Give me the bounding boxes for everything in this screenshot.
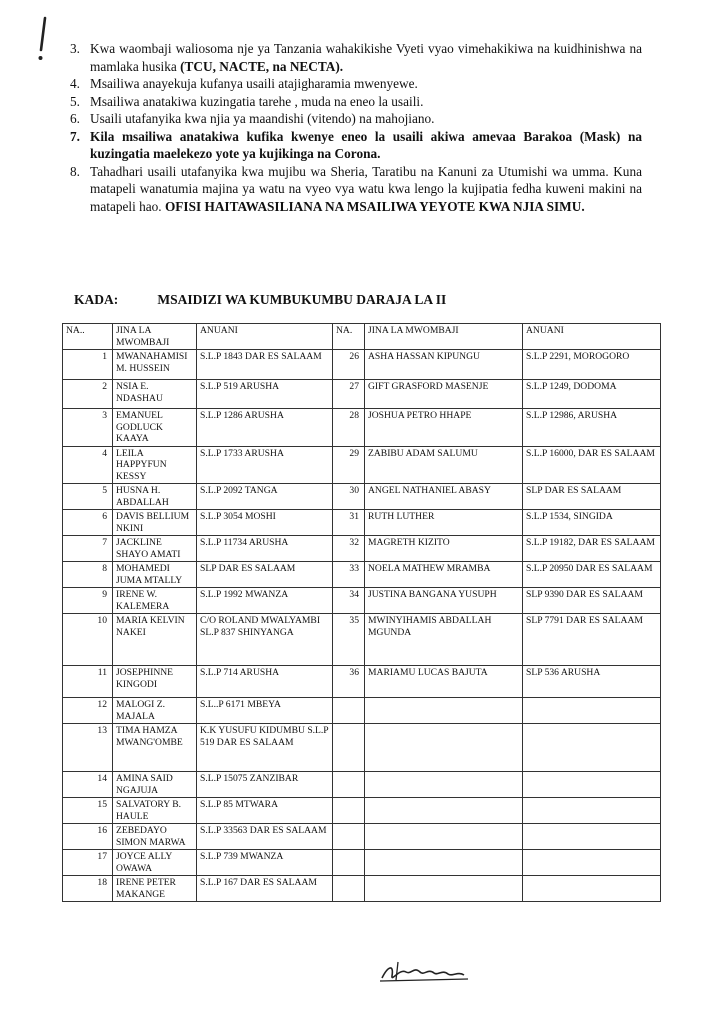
cell-address: S.L.P 3054 MOSHI [197, 510, 333, 536]
cell-address: S.L.P 739 MWANZA [197, 850, 333, 876]
cell-name-2: MARIAMU LUCAS BAJUTA [365, 666, 523, 698]
instruction-item [70, 110, 642, 128]
col-header-name: JINA LA MWOMBAJI [113, 324, 197, 350]
pen-mark [36, 16, 50, 62]
cell-name: ZEBEDAYO SIMON MARWA [113, 824, 197, 850]
col-header-address-2: ANUANI [523, 324, 661, 350]
instruction-number: 3. [70, 41, 80, 56]
cell-number-2: 34 [333, 588, 365, 614]
cell-number-2 [333, 698, 365, 724]
cadre-title: MSAIDIZI WA KUMBUKUMBU DARAJA LA II [157, 292, 447, 307]
instruction-emphasis: (TCU, NACTE, na NECTA). [180, 58, 344, 74]
instruction-text: Msailiwa anatakiwa kuzingatia tarehe , muda na eneo la usaili. [90, 93, 424, 109]
cell-address: S.L.P 1992 MWANZA [197, 588, 333, 614]
instruction-emphasis: OFISI HAITAWASILIANA NA MSAILIWA YEYOTE KWA NJIA SIMU. [164, 198, 585, 214]
table-row [63, 588, 661, 614]
instruction-number: 4. [70, 76, 80, 91]
cell-number: 4 [63, 446, 113, 484]
cell-address: S.L.P 714 ARUSHA [197, 666, 333, 698]
cell-name: JACKLINE SHAYO AMATI [113, 536, 197, 562]
cell-address: S.L.P 33563 DAR ES SALAAM [197, 824, 333, 850]
cell-address-2: S.L.P 12986, ARUSHA [523, 409, 661, 447]
cell-name-2 [365, 798, 523, 824]
cell-address-2: SLP 536 ARUSHA [523, 666, 661, 698]
cell-name-2 [365, 876, 523, 902]
cell-address: S.L.P 85 MTWARA [197, 798, 333, 824]
cell-number-2: 28 [333, 409, 365, 447]
instruction-text: Msailiwa anayekuja kufanya usaili atajigharamia mwenyewe. [90, 76, 418, 91]
cell-name-2: RUTH LUTHER [365, 510, 523, 536]
cell-number-2: 30 [333, 484, 365, 510]
table-row [63, 614, 661, 666]
cell-name-2 [365, 772, 523, 798]
instruction-text: Usaili utafanyika kwa njia ya maandishi (vitendo) na mahojiano. [90, 111, 435, 126]
table-row [63, 350, 661, 380]
instruction-number: 6. [70, 111, 80, 126]
applicants-table [62, 323, 661, 902]
cell-name: LEILA HAPPYFUN KESSY [113, 446, 197, 484]
cell-name-2: MWINYIHAMIS ABDALLAH MGUNDA [365, 614, 523, 666]
cell-name: IRENE W. KALEMERA [113, 588, 197, 614]
cell-name-2: MAGRETH KIZITO [365, 536, 523, 562]
cell-address-2: SLP 9390 DAR ES SALAAM [523, 588, 661, 614]
instruction-item [70, 75, 642, 93]
table-row [63, 666, 661, 698]
cell-address-2: S.L.P 16000, DAR ES SALAAM [523, 446, 661, 484]
cell-number-2 [333, 724, 365, 772]
table-row [63, 510, 661, 536]
cadre-label: KADA: [74, 292, 119, 307]
instruction-item [70, 163, 642, 216]
cell-number-2 [333, 824, 365, 850]
cell-name: MALOGI Z. MAJALA [113, 698, 197, 724]
signature [378, 958, 472, 986]
instruction-item [70, 93, 642, 111]
cell-address-2 [523, 724, 661, 772]
cell-name-2: ZABIBU ADAM SALUMU [365, 446, 523, 484]
cell-number-2: 29 [333, 446, 365, 484]
cell-address-2: S.L.P 1534, SINGIDA [523, 510, 661, 536]
cell-name-2: ASHA HASSAN KIPUNGU [365, 350, 523, 380]
cell-number: 12 [63, 698, 113, 724]
cell-address: S.L.P 519 ARUSHA [197, 380, 333, 409]
cell-number-2 [333, 850, 365, 876]
cell-number-2 [333, 876, 365, 902]
cell-address: C/O ROLAND MWALYAMBI SL.P 837 SHINYANGA [197, 614, 333, 666]
cell-number-2: 26 [333, 350, 365, 380]
cell-number: 9 [63, 588, 113, 614]
cell-name: EMANUEL GODLUCK KAAYA [113, 409, 197, 447]
col-header-number-2: NA. [333, 324, 365, 350]
cell-name: AMINA SAID NGAJUJA [113, 772, 197, 798]
table-row [63, 772, 661, 798]
cell-name: JOYCE ALLY OWAWA [113, 850, 197, 876]
cell-name-2: JUSTINA BANGANA YUSUPH [365, 588, 523, 614]
table-row [63, 724, 661, 772]
cell-address-2 [523, 772, 661, 798]
cell-name-2 [365, 850, 523, 876]
cell-number: 5 [63, 484, 113, 510]
cell-number: 7 [63, 536, 113, 562]
cell-name: SALVATORY B. HAULE [113, 798, 197, 824]
cell-address: S.L.P 1733 ARUSHA [197, 446, 333, 484]
cell-number: 16 [63, 824, 113, 850]
cell-number: 3 [63, 409, 113, 447]
cell-name: DAVIS BELLIUM NKINI [113, 510, 197, 536]
instruction-item [70, 128, 642, 163]
instruction-number: 5. [70, 93, 80, 109]
cell-name: HUSNA H. ABDALLAH [113, 484, 197, 510]
cell-name-2 [365, 724, 523, 772]
table-row [63, 698, 661, 724]
cell-address-2: SLP 7791 DAR ES SALAAM [523, 614, 661, 666]
cell-address: S.L.P 15075 ZANZIBAR [197, 772, 333, 798]
cell-number: 18 [63, 876, 113, 902]
cell-address-2 [523, 698, 661, 724]
cell-address: S.L.P 2092 TANGA [197, 484, 333, 510]
cell-address: SLP DAR ES SALAAM [197, 562, 333, 588]
cell-name: MARIA KELVIN NAKEI [113, 614, 197, 666]
cell-name-2 [365, 824, 523, 850]
cell-address-2: S.L.P 20950 DAR ES SALAAM [523, 562, 661, 588]
cell-number: 10 [63, 614, 113, 666]
cell-address-2: SLP DAR ES SALAAM [523, 484, 661, 510]
cell-number: 17 [63, 850, 113, 876]
instruction-item [70, 40, 642, 75]
instruction-number: 8. [70, 163, 80, 179]
instructions-list [70, 40, 642, 215]
table-row [63, 380, 661, 409]
cell-number-2: 35 [333, 614, 365, 666]
cell-address-2 [523, 850, 661, 876]
cell-address-2: S.L.P 1249, DODOMA [523, 380, 661, 409]
instruction-text: Kwa waombaji waliosoma nje ya Tanzania wahakikishe Vyeti vyao vimehakikiwa na kuidhinishwa na mamlaka husika [90, 41, 642, 74]
cell-number: 11 [63, 666, 113, 698]
table-row [63, 536, 661, 562]
table-row [63, 798, 661, 824]
cell-name: TIMA HAMZA MWANG'OMBE [113, 724, 197, 772]
table-row [63, 824, 661, 850]
table-header-row [63, 324, 661, 350]
cell-number-2 [333, 798, 365, 824]
cell-name-2: GIFT GRASFORD MASENJE [365, 380, 523, 409]
cell-address-2: S.L.P 2291, MOROGORO [523, 350, 661, 380]
cell-name-2: JOSHUA PETRO HHAPE [365, 409, 523, 447]
cell-name: MWANAHAMISI M. HUSSEIN [113, 350, 197, 380]
table-row [63, 850, 661, 876]
cell-name: JOSEPHINNE KINGODI [113, 666, 197, 698]
cell-number: 13 [63, 724, 113, 772]
cadre-heading [74, 292, 594, 308]
cell-number: 1 [63, 350, 113, 380]
cell-address-2 [523, 876, 661, 902]
cell-name-2: NOELA MATHEW MRAMBA [365, 562, 523, 588]
table-row [63, 484, 661, 510]
instruction-number: 7. [70, 128, 80, 144]
cell-number: 2 [63, 380, 113, 409]
cell-address: S.L.P 1286 ARUSHA [197, 409, 333, 447]
cell-number-2: 31 [333, 510, 365, 536]
cell-number: 6 [63, 510, 113, 536]
cell-number-2: 27 [333, 380, 365, 409]
col-header-name-2: JINA LA MWOMBAJI [365, 324, 523, 350]
col-header-address: ANUANI [197, 324, 333, 350]
col-header-number: NA.. [63, 324, 113, 350]
cell-name: IRENE PETER MAKANGE [113, 876, 197, 902]
cell-name-2 [365, 698, 523, 724]
cell-number-2: 32 [333, 536, 365, 562]
cell-name: MOHAMEDI JUMA MTALLY [113, 562, 197, 588]
cell-number-2: 33 [333, 562, 365, 588]
cell-name-2: ANGEL NATHANIEL ABASY [365, 484, 523, 510]
cell-address: S.L..P 6171 MBEYA [197, 698, 333, 724]
table-row [63, 562, 661, 588]
table-row [63, 876, 661, 902]
cell-number: 14 [63, 772, 113, 798]
table-row [63, 446, 661, 484]
cell-number: 8 [63, 562, 113, 588]
cell-number-2: 36 [333, 666, 365, 698]
cell-address: S.L.P 11734 ARUSHA [197, 536, 333, 562]
instruction-text: Tahadhari usaili utafanyika kwa mujibu wa Sheria, Taratibu na Kanuni za Utumishi wa umma. Kuna matapeli wanatumia majina ya watu na vyeo vya watu kwa lengo la kujipatia fedha kuweni makini na matapeli hao. [90, 163, 642, 214]
cell-address: S.L.P 1843 DAR ES SALAAM [197, 350, 333, 380]
table-row [63, 409, 661, 447]
cell-name: NSIA E. NDASHAU [113, 380, 197, 409]
cell-address: S.L.P 167 DAR ES SALAAM [197, 876, 333, 902]
cell-number-2 [333, 772, 365, 798]
cell-address-2: S.L.P 19182, DAR ES SALAAM [523, 536, 661, 562]
cell-number: 15 [63, 798, 113, 824]
cell-address-2 [523, 798, 661, 824]
instruction-text: Kila msailiwa anatakiwa kufika kwenye eneo la usaili akiwa amevaa Barakoa (Mask) na kuzingatia maelekezo yote ya kujikinga na Corona. [90, 128, 642, 161]
cell-address-2 [523, 824, 661, 850]
cell-address: K.K YUSUFU KIDUMBU S.L.P 519 DAR ES SALAAM [197, 724, 333, 772]
